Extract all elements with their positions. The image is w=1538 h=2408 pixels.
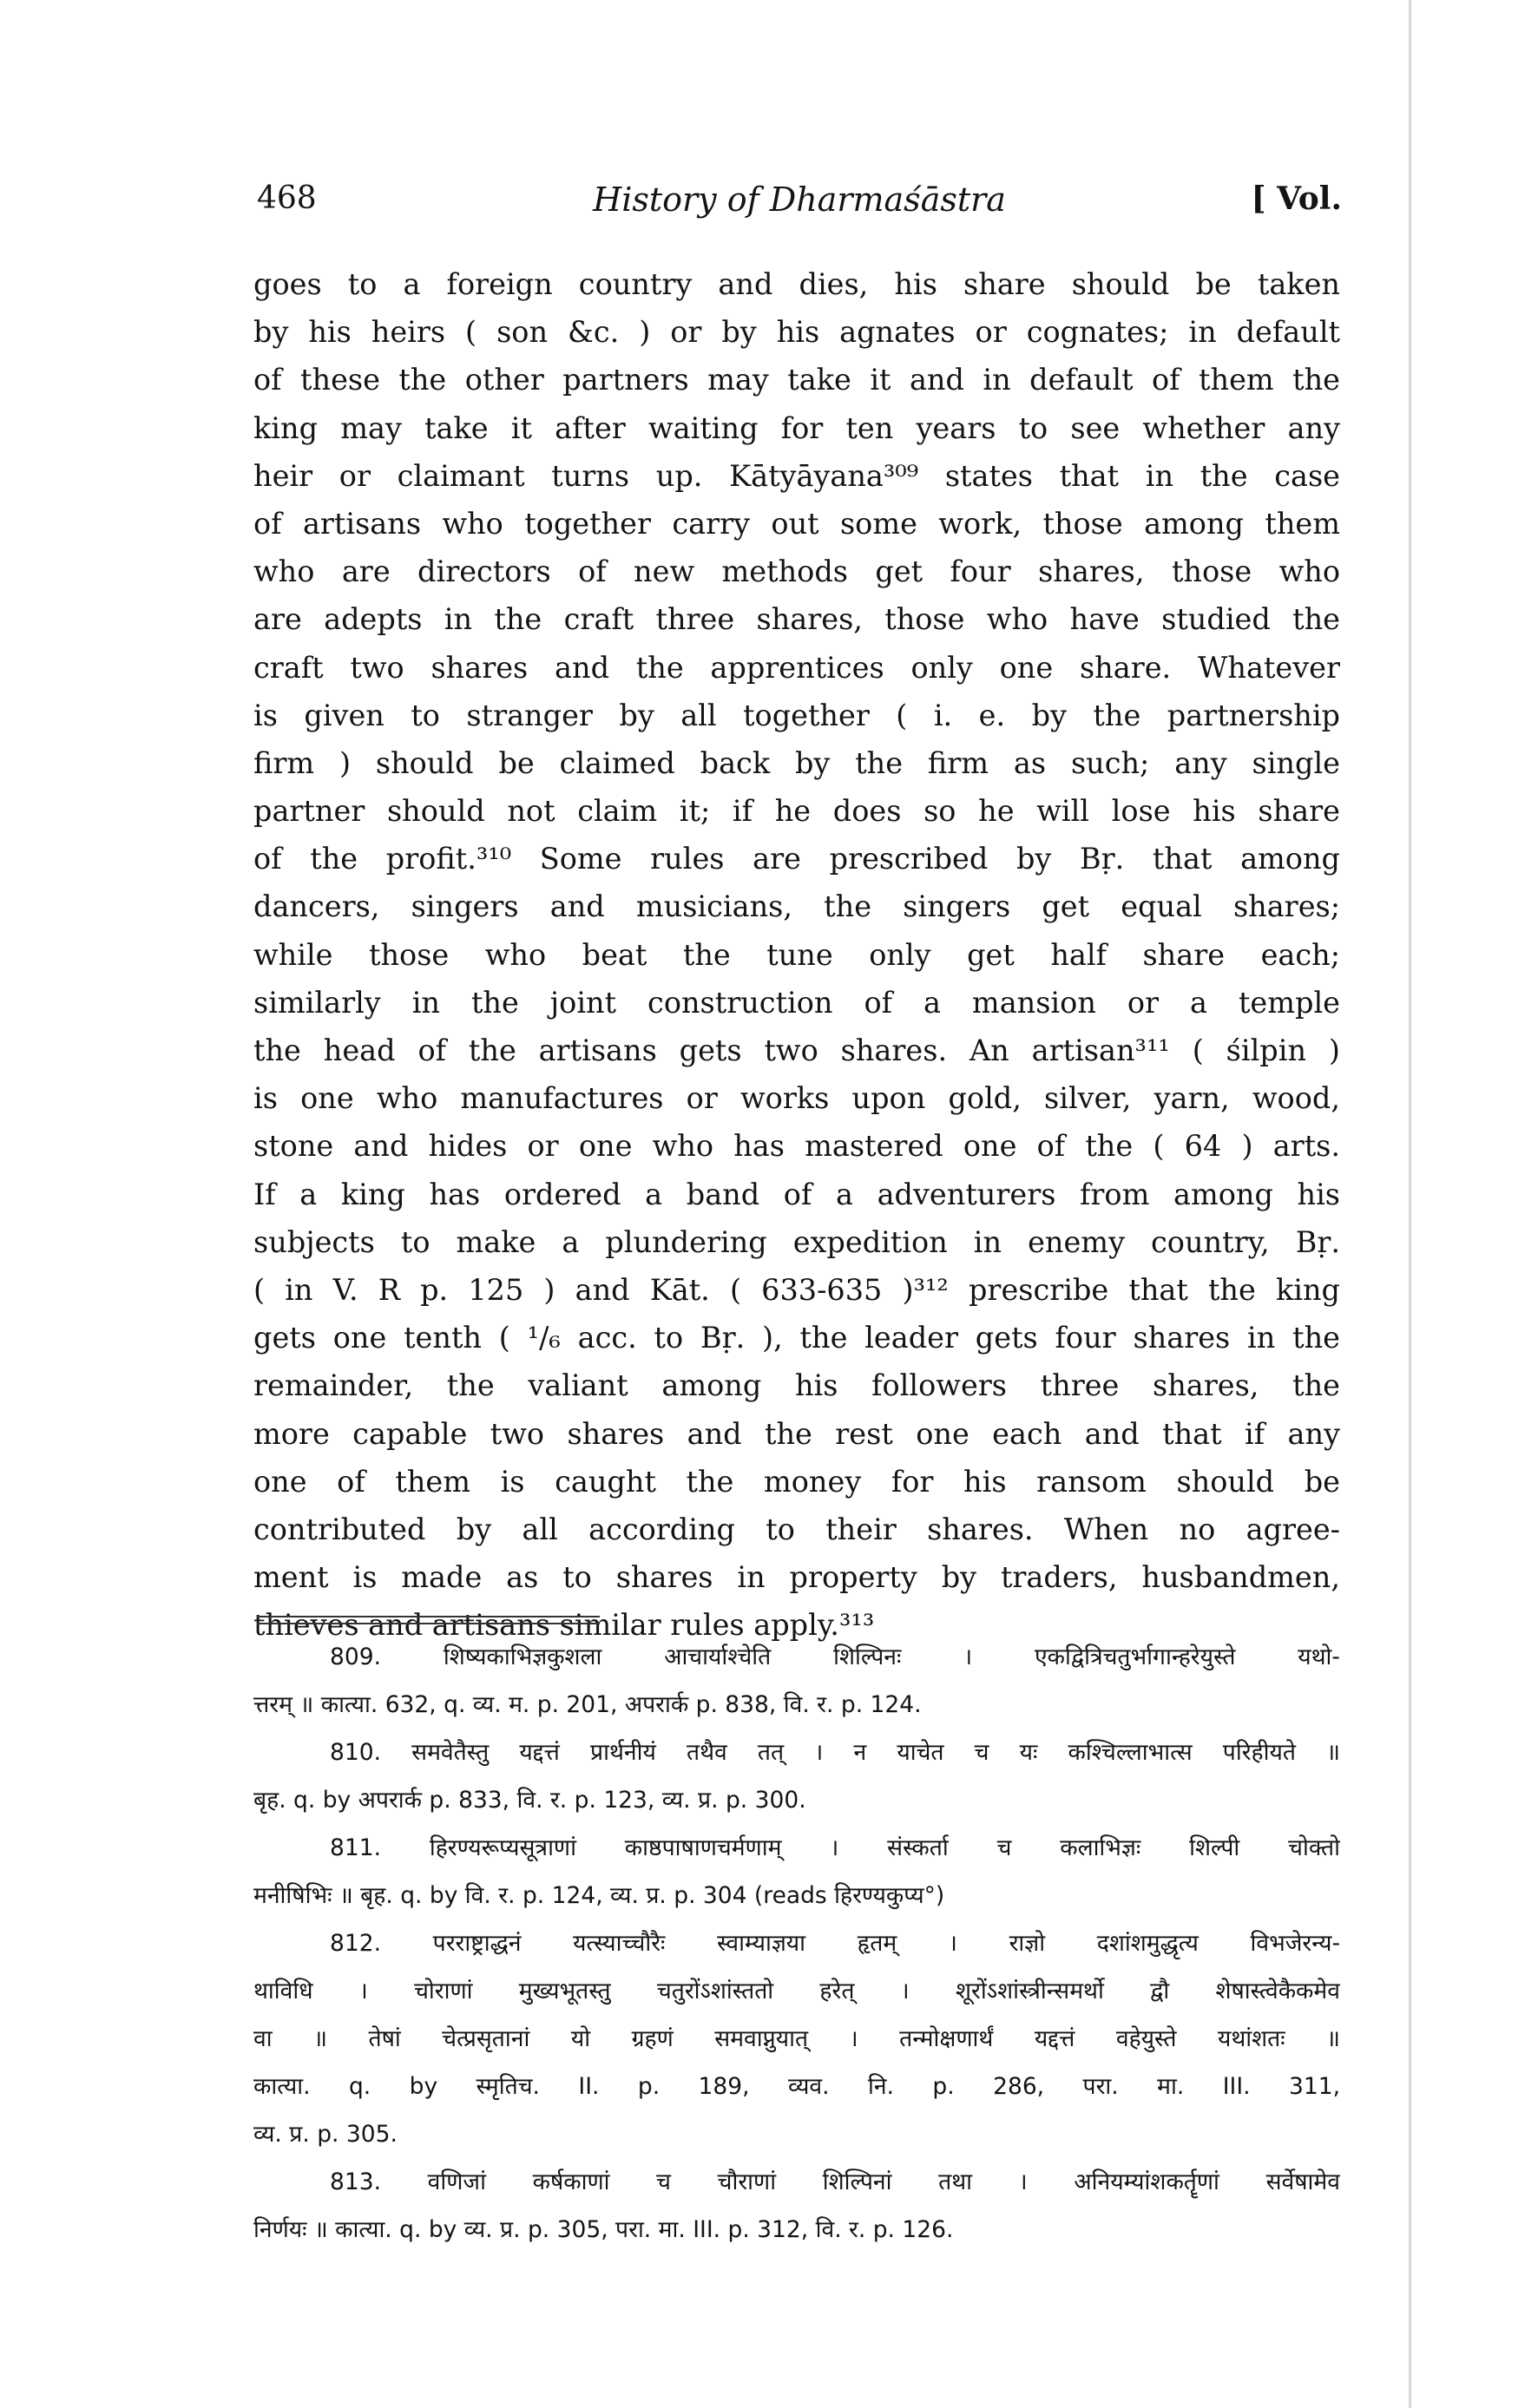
footnote-line: निर्णयः ॥ कात्या. q. by व्य. प्र. p. 305, परा. मा. III. p. 312, वि. र. p. 126. <box>253 2216 954 2243</box>
text-line: ( in V. R p. 125 ) and Kāt. ( 633-635 )³¹² prescribe that the king <box>253 1272 1340 1307</box>
footnote-line: बृह. q. by अपरार्क p. 833, वि. र. p. 123, व्य. प्र. p. 300. <box>253 1787 806 1814</box>
page-header <box>257 180 1342 229</box>
footnote-813: 813. वणिजां कर्षकाणां च चौराणां शिल्पिनां तथा । अनियम्यांशकर्तॄणां सर्वेषामेव <box>330 2169 1340 2195</box>
text-line: is given to stranger by all together ( i. e. by the partnership <box>253 698 1340 732</box>
text-line: subjects to make a plundering expedition in enemy country, Bṛ. <box>253 1224 1340 1259</box>
text-line: dancers, singers and musicians, the singers get equal shares; <box>253 889 1340 924</box>
text-line: remainder, the valiant among his followers three shares, the <box>253 1368 1340 1403</box>
text-line: by his heirs ( son &c. ) or by his agnates or cognates; in default <box>253 315 1340 350</box>
text-line: of the profit.³¹⁰ Some rules are prescribed by Bṛ. that among <box>253 842 1340 876</box>
text-line: heir or claimant turns up. Kātyāyana³⁰⁹ states that in the case <box>253 458 1340 493</box>
running-title: History of Dharmaśāstra <box>593 180 1006 219</box>
text-line: goes to a foreign country and dies, his share should be taken <box>253 267 1340 301</box>
footnote-812: 812. परराष्ट्राद्धनं यत्स्याच्चौरैः स्वाम्याज्ञया हृतम् । राज्ञो दशांशमुद्धृत्य विभजेरन्य- <box>330 1930 1340 1957</box>
text-line: partner should not claim it; if he does so he will lose his share <box>253 794 1340 829</box>
footnote-line: थाविधि । चोराणां मुख्यभूतस्तु चतुरोंऽशांस्ततो हरेत् । शूरोंऽशांस्त्रीन्समर्थो द्वौ शेषास्त्वेकैकमेव <box>253 1978 1340 2004</box>
page-number: 468 <box>257 180 317 216</box>
footnote-811: 811. हिरण्यरूप्यसूत्राणां काष्ठपाषाणचर्मणाम् । संस्कर्ता च कलाभिज्ञः शिल्पी चोक्तो <box>330 1834 1340 1861</box>
text-line: gets one tenth ( ¹/₆ acc. to Bṛ. ), the leader gets four shares in the <box>253 1321 1340 1355</box>
text-line: contributed by all according to their shares. When no agree- <box>253 1512 1340 1546</box>
text-line: If a king has ordered a band of a adventurers from among his <box>253 1177 1340 1211</box>
text-line: thieves and artisans similar rules apply.³¹³ <box>253 1608 875 1643</box>
footnote-line: कात्या. q. by स्मृतिच. II. p. 189, व्यव. नि. p. 286, परा. मा. III. 311, <box>253 2073 1340 2100</box>
text-line: firm ) should be claimed back by the firm as such; any single <box>253 745 1340 780</box>
text-line: of artisans who together carry out some work, those among them <box>253 506 1340 541</box>
text-line: more capable two shares and the rest one each and that if any <box>253 1416 1340 1451</box>
volume-marker: [ Vol. <box>1251 180 1342 217</box>
footnote-line: व्य. प्र. p. 305. <box>253 2121 398 2148</box>
main-text <box>253 260 1340 1649</box>
text-line: craft two shares and the apprentices only one share. Whatever <box>253 650 1340 685</box>
text-line: the head of the artisans gets two shares. An artisan³¹¹ ( śilpin ) <box>253 1033 1340 1067</box>
footnote-line: त्तरम् ॥ कात्या. 632, q. व्य. म. p. 201, अपरार्क p. 838, वि. र. p. 124. <box>253 1691 922 1718</box>
text-line: stone and hides or one who has mastered one of the ( 64 ) arts. <box>253 1129 1340 1164</box>
text-line: of these the other partners may take it and in default of them the <box>253 363 1340 397</box>
text-line: one of them is caught the money for his ransom should be <box>253 1464 1340 1499</box>
text-line: similarly in the joint construction of a mansion or a temple <box>253 985 1340 1020</box>
text-line: is one who manufactures or works upon gold, silver, yarn, wood, <box>253 1081 1340 1116</box>
text-line: who are directors of new methods get four shares, those who <box>253 554 1340 589</box>
scan-edge-line <box>1409 0 1411 2408</box>
text-line: ment is made as to shares in property by traders, husbandmen, <box>253 1560 1340 1595</box>
text-line: are adepts in the craft three shares, those who have studied the <box>253 602 1340 637</box>
text-line: while those who beat the tune only get half share each; <box>253 937 1340 972</box>
footnote-809: 809. शिष्यकाभिज्ञकुशला आचार्याश्चेति शिल्पिनः । एकद्वित्रिचतुर्भागान्हरेयुस्ते यथो- <box>330 1644 1340 1670</box>
footnote-separator <box>257 1616 600 1624</box>
footnote-810: 810. समवेतैस्तु यद्दत्तं प्रार्थनीयं तथैव तत् । न याचेत च यः कश्चिल्लाभात्स परिहीयते ॥ <box>330 1739 1340 1766</box>
footnote-line: मनीषिभिः ॥ बृह. q. by वि. र. p. 124, व्य. प्र. p. 304 (reads हिरण्यकुप्य°) <box>253 1882 945 1909</box>
footnotes <box>253 1633 1340 2254</box>
footnote-line: वा ॥ तेषां चेत्प्रसृतानां यो ग्रहणं समवाप्नुयात् । तन्मोक्षणार्थं यद्दत्तं वहेयुस्ते यथांशतः ॥ <box>253 2025 1340 2052</box>
text-line: king may take it after waiting for ten years to see whether any <box>253 410 1340 445</box>
